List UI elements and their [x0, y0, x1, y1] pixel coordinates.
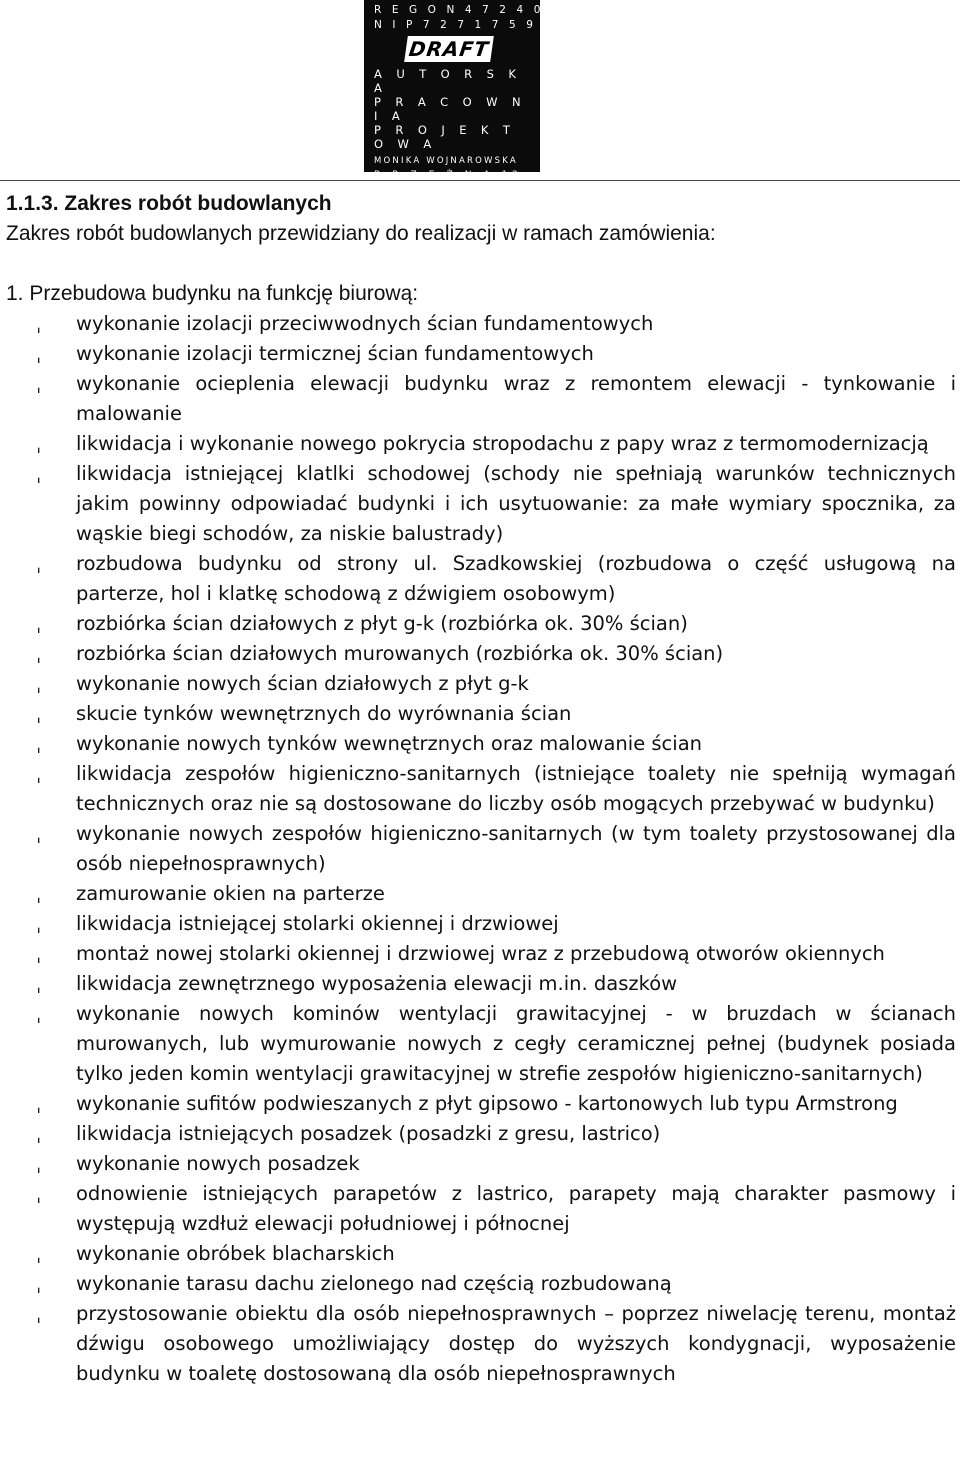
- bullet-icon: ˌ: [36, 1152, 42, 1175]
- bullet-icon: ˌ: [36, 732, 42, 755]
- list-item-text: odnowienie istniejących parapetów z lastrico, parapety mają charakter pasmowy i występują wzdłuż elewacji południowej i północnej: [76, 1182, 956, 1235]
- list-item: [0, 609, 960, 639]
- list-item: [0, 669, 960, 699]
- list-item-text: wykonanie izolacji termicznej ścian fundamentowych: [76, 342, 594, 365]
- list-item-text: likwidacja zewnętrznego wyposażenia elewacji m.in. daszków: [76, 972, 678, 995]
- scope-list: [0, 309, 960, 1389]
- bullet-icon: ˌ: [36, 672, 42, 695]
- list-item: [0, 1299, 960, 1389]
- section-title: 1. Przebudowa budynku na funkcję biurową:: [6, 282, 419, 305]
- list-item-text: wykonanie nowych tynków wewnętrznych oraz malowanie ścian: [76, 732, 702, 755]
- list-item-text: rozbiórka ścian działowych murowanych (rozbiórka ok. 30% ścian): [76, 642, 724, 665]
- intro-text: Zakres robót budowlanych przewidziany do realizacji w ramach zamówienia:: [6, 222, 716, 245]
- stamp-nip: N I P 7 2 7 1 7 5 9 6 1 1: [374, 19, 589, 31]
- list-item: [0, 459, 960, 549]
- bullet-icon: ˌ: [36, 432, 42, 455]
- bullet-icon: ˌ: [36, 882, 42, 905]
- stamp-city: 9 0 - 3 0 3 Ł Ó D Ź: [374, 198, 527, 222]
- list-item-text: wykonanie tarasu dachu zielonego nad częścią rozbudowaną: [76, 1272, 672, 1295]
- bullet-icon: ˌ: [36, 312, 42, 335]
- bullet-icon: ˌ: [36, 762, 42, 785]
- list-item-text: likwidacja i wykonanie nowego pokrycia stropodachu z papy wraz z termomodernizacją: [76, 432, 929, 455]
- list-item-text: rozbudowa budynku od strony ul. Szadkowskiej (rozbudowa o część usługową na parterze, hol i klatkę schodową z dźwigiem osobowym): [76, 552, 956, 605]
- list-item-text: wykonanie nowych zespołów higieniczno-sanitarnych (w tym toalety przystosowanej dla osób niepełnosprawnych): [76, 822, 956, 875]
- bullet-icon: ˌ: [36, 1092, 42, 1115]
- bullet-icon: ˌ: [36, 1002, 42, 1025]
- list-item: [0, 429, 960, 459]
- list-item: [0, 999, 960, 1089]
- list-item-text: wykonanie sufitów podwieszanych z płyt gipsowo - kartonowych lub typu Armstrong: [76, 1092, 898, 1115]
- list-item-text: likwidacja istniejącej klatlki schodowej (schody nie spełniają warunków technicznych jakim powinny odpowiadać budynki i ich usytuowanie: za małe wymiary spocznika, za wąskie biegi schodów, za niskie balustrady): [76, 462, 956, 545]
- list-item: [0, 819, 960, 879]
- list-item: [0, 1089, 960, 1119]
- header-divider: [0, 180, 960, 181]
- stamp-street: B R Z E Ź N A 12 M. 5: [374, 170, 523, 194]
- list-item-text: skucie tynków wewnętrznych do wyrównania ścian: [76, 702, 572, 725]
- list-item-text: likwidacja zespołów higieniczno-sanitarnych (istniejące toalety nie spełniją wymagań technicznych oraz nie są dostosowane do liczby osób mogących przebywać w budynku): [76, 762, 956, 815]
- bullet-icon: ˌ: [36, 1122, 42, 1145]
- list-item-text: przystosowanie obiektu dla osób niepełnosprawnych – poprzez niwelację terenu, montaż dźwigu osobowego umożliwiający dostęp do wyższych kondygnacji, wyposażenie budynku w toaletę dostosowaną dla osób niepełnosprawnych: [76, 1302, 956, 1385]
- list-item-text: wykonanie nowych posadzek: [76, 1152, 360, 1175]
- bullet-icon: ˌ: [36, 1182, 42, 1205]
- bullet-icon: ˌ: [36, 342, 42, 365]
- bullet-icon: ˌ: [36, 1242, 42, 1265]
- list-item-text: wykonanie ocieplenia elewacji budynku wraz z remontem elewacji - tynkowanie i malowanie: [76, 372, 956, 425]
- list-item: [0, 1239, 960, 1269]
- list-item-text: zamurowanie okien na parterze: [76, 882, 385, 905]
- list-item: [0, 549, 960, 609]
- list-item: [0, 339, 960, 369]
- section-heading: 1.1.3. Zakres robót budowlanych: [6, 192, 332, 215]
- list-item: [0, 369, 960, 429]
- list-item-text: wykonanie nowych ścian działowych z płyt g-k: [76, 672, 529, 695]
- list-item: [0, 879, 960, 909]
- stamp-line-2: P R A C O W N I A: [374, 95, 526, 123]
- bullet-icon: ˌ: [36, 702, 42, 725]
- stamp-owner: MONIKA WOJNAROWSKA: [374, 156, 518, 166]
- stamp-line-1: A U T O R S K A: [374, 67, 522, 95]
- list-item: [0, 969, 960, 999]
- bullet-icon: ˌ: [36, 912, 42, 935]
- list-item-text: likwidacja istniejącej stolarki okiennej i drzwiowej: [76, 912, 559, 935]
- list-item: [0, 309, 960, 339]
- list-item: [0, 699, 960, 729]
- list-item: [0, 639, 960, 669]
- draft-logo: DRAFT: [404, 36, 494, 62]
- bullet-icon: ˌ: [36, 972, 42, 995]
- list-item-text: wykonanie obróbek blacharskich: [76, 1242, 395, 1265]
- bullet-icon: ˌ: [36, 642, 42, 665]
- list-item: [0, 1119, 960, 1149]
- list-item-text: montaż nowej stolarki okiennej i drzwiowej wraz z przebudową otworów okiennych: [76, 942, 885, 965]
- bullet-icon: ˌ: [36, 552, 42, 575]
- bullet-icon: ˌ: [36, 942, 42, 965]
- bullet-icon: ˌ: [36, 612, 42, 635]
- list-item: [0, 1269, 960, 1299]
- list-item: [0, 759, 960, 819]
- bullet-icon: ˌ: [36, 1272, 42, 1295]
- list-item: [0, 1149, 960, 1179]
- list-item-text: wykonanie nowych kominów wentylacji grawitacyjnej - w bruzdach w ścianach murowanych, lub wymurowanie nowych z cegły ceramicznej pełnej (budynek posiada tylko jeden komin wentylacji grawitacyjnej w strefie zespołów higieniczno-sanitarnych): [76, 1002, 956, 1085]
- list-item: [0, 909, 960, 939]
- bullet-icon: ˌ: [36, 462, 42, 485]
- bullet-icon: ˌ: [36, 1302, 42, 1325]
- bullet-icon: ˌ: [36, 822, 42, 845]
- company-stamp: [364, 0, 613, 222]
- bullet-icon: ˌ: [36, 372, 42, 395]
- stamp-line-3: P R O J E K T O W A: [374, 123, 516, 151]
- stamp-regon: R E G O N 4 7 2 4 0 2 5 3 7: [374, 4, 613, 16]
- list-item: [0, 729, 960, 759]
- list-item: [0, 939, 960, 969]
- list-item-text: wykonanie izolacji przeciwwodnych ścian fundamentowych: [76, 312, 654, 335]
- list-item-text: likwidacja istniejących posadzek (posadzki z gresu, lastrico): [76, 1122, 661, 1145]
- list-item-text: rozbiórka ścian działowych z płyt g-k (rozbiórka ok. 30% ścian): [76, 612, 688, 635]
- list-item: [0, 1179, 960, 1239]
